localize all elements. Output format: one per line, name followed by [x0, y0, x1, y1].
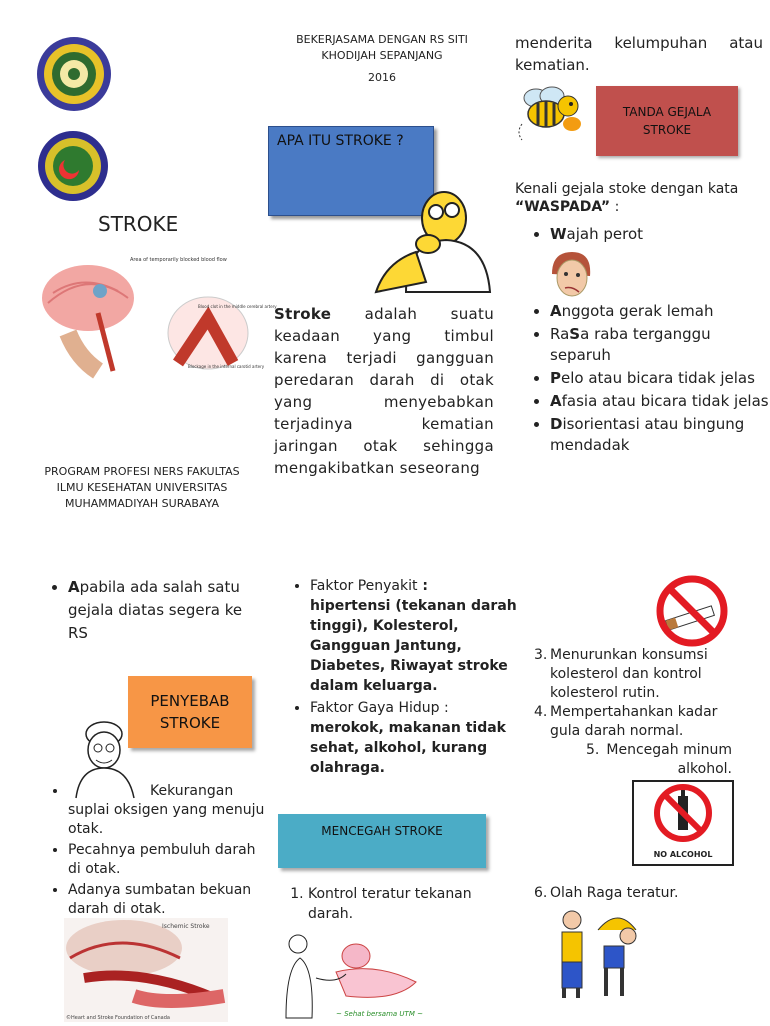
diagram-label: Blockage in the internal carotid artery: [188, 364, 265, 369]
list-item: • Afasia atau bicara tidak jelas: [550, 391, 770, 412]
nurse-caption: ~ Sehat bersama UTM ~: [336, 1010, 423, 1018]
brain-caption: ©Heart and Stroke Foundation of Canada: [66, 1015, 170, 1021]
list-item: 3. Menurunkan konsumsi kolesterol dan kontrol kolesterol rutin.: [534, 647, 708, 701]
prevention-list-1: [284, 884, 518, 924]
list-item: • Kekurangan suplai oksigen yang menuju otak.: [68, 782, 268, 839]
causes-list: [46, 782, 268, 921]
causes-box: PENYEBAB STROKE: [128, 676, 252, 748]
diagram-label: Blood clot in the middle cerebral artery: [198, 304, 277, 309]
brain-label: Ischemic Stroke: [162, 923, 210, 930]
partner-header: BEKERJASAMA DENGAN RS SITI KHODIJAH SEPANJANG 2016: [296, 33, 468, 84]
warning-signs-box: TANDA GEJALA STROKE: [596, 86, 738, 156]
exercise-illustration: [548, 906, 644, 1000]
list-item: • Pecahnya pembuluh darah di otak.: [68, 841, 268, 879]
waspada-list-1: [528, 224, 770, 247]
list-item: • Pelo atau bicara tidak jelas: [550, 368, 770, 389]
diagram-label: Area of temporarily blocked blood flow: [130, 257, 227, 263]
list-item: 1. Kontrol teratur tekanan darah.: [308, 884, 518, 924]
list-item: 4. Mempertahankan kadar gula darah normal.: [534, 704, 718, 739]
list-item: • Adanya sumbatan bekuan darah di otak.: [68, 881, 268, 919]
prevent-stroke-box: MENCEGAH STROKE: [278, 814, 486, 868]
list-item: • Faktor Gaya Hidup : merokok, makanan tidak sehat, alkohol, kurang olahraga.: [310, 698, 520, 778]
ischemic-stroke-illustration: [64, 918, 228, 1022]
nurse-patient-illustration: [276, 928, 444, 1020]
list-item: 5. Mencegah minum alkohol.: [586, 742, 732, 777]
what-is-stroke-box: APA ITU STROKE ?: [268, 126, 434, 216]
list-item: • RaSa raba terganggu separuh: [550, 324, 770, 366]
bee-icon: [512, 84, 588, 146]
list-item: • Disorientasi atau bingung mendadak: [550, 414, 770, 456]
university-logo: [34, 36, 114, 112]
drooping-face-illustration: [546, 250, 596, 300]
stroke-definition: Stroke adalah suatu keadaan yang timbul karena terjadi gangguan peredaran darah di otak yang menyebabkan terjadinya kematian jaringan otak sehingga mengakibatkan seseorang: [274, 305, 494, 477]
list-item: • Anggota gerak lemah: [550, 301, 770, 322]
prevention-list-2: [534, 646, 744, 779]
muhammadiyah-logo: [33, 130, 113, 202]
program-footer: PROGRAM PROFESI NERS FAKULTAS ILMU KESEHATAN UNIVERSITAS MUHAMMADIYAH SURABAYA: [44, 465, 240, 510]
list-item: • Wajah perot: [550, 224, 770, 245]
thinking-character-illustration: [366, 188, 492, 292]
no-smoking-icon: [652, 575, 732, 647]
list-item: • Faktor Penyakit : hipertensi (tekanan darah tinggi), Kolesterol, Gangguan Jantung, Diabetes, Riwayat stroke dalam keluarga.: [310, 576, 520, 696]
prevention-item-6: 6. Olah Raga teratur.: [534, 885, 679, 901]
risk-factors-list: [288, 576, 520, 780]
waspada-list-2: [528, 301, 770, 458]
waspada-intro: Kenali gejala stoke dengan kata “WASPADA” :: [515, 181, 739, 215]
page-title: STROKE: [98, 212, 179, 236]
definition-continued: menderita kelumpuhan atau kematian.: [515, 34, 763, 74]
list-item: • Apabila ada salah satu gejala diatas segera ke RS: [68, 576, 264, 645]
no-alcohol-sign: NO ALCOHOL: [632, 780, 734, 866]
action-list: [46, 576, 264, 647]
stroke-brain-diagram: [38, 253, 277, 371]
